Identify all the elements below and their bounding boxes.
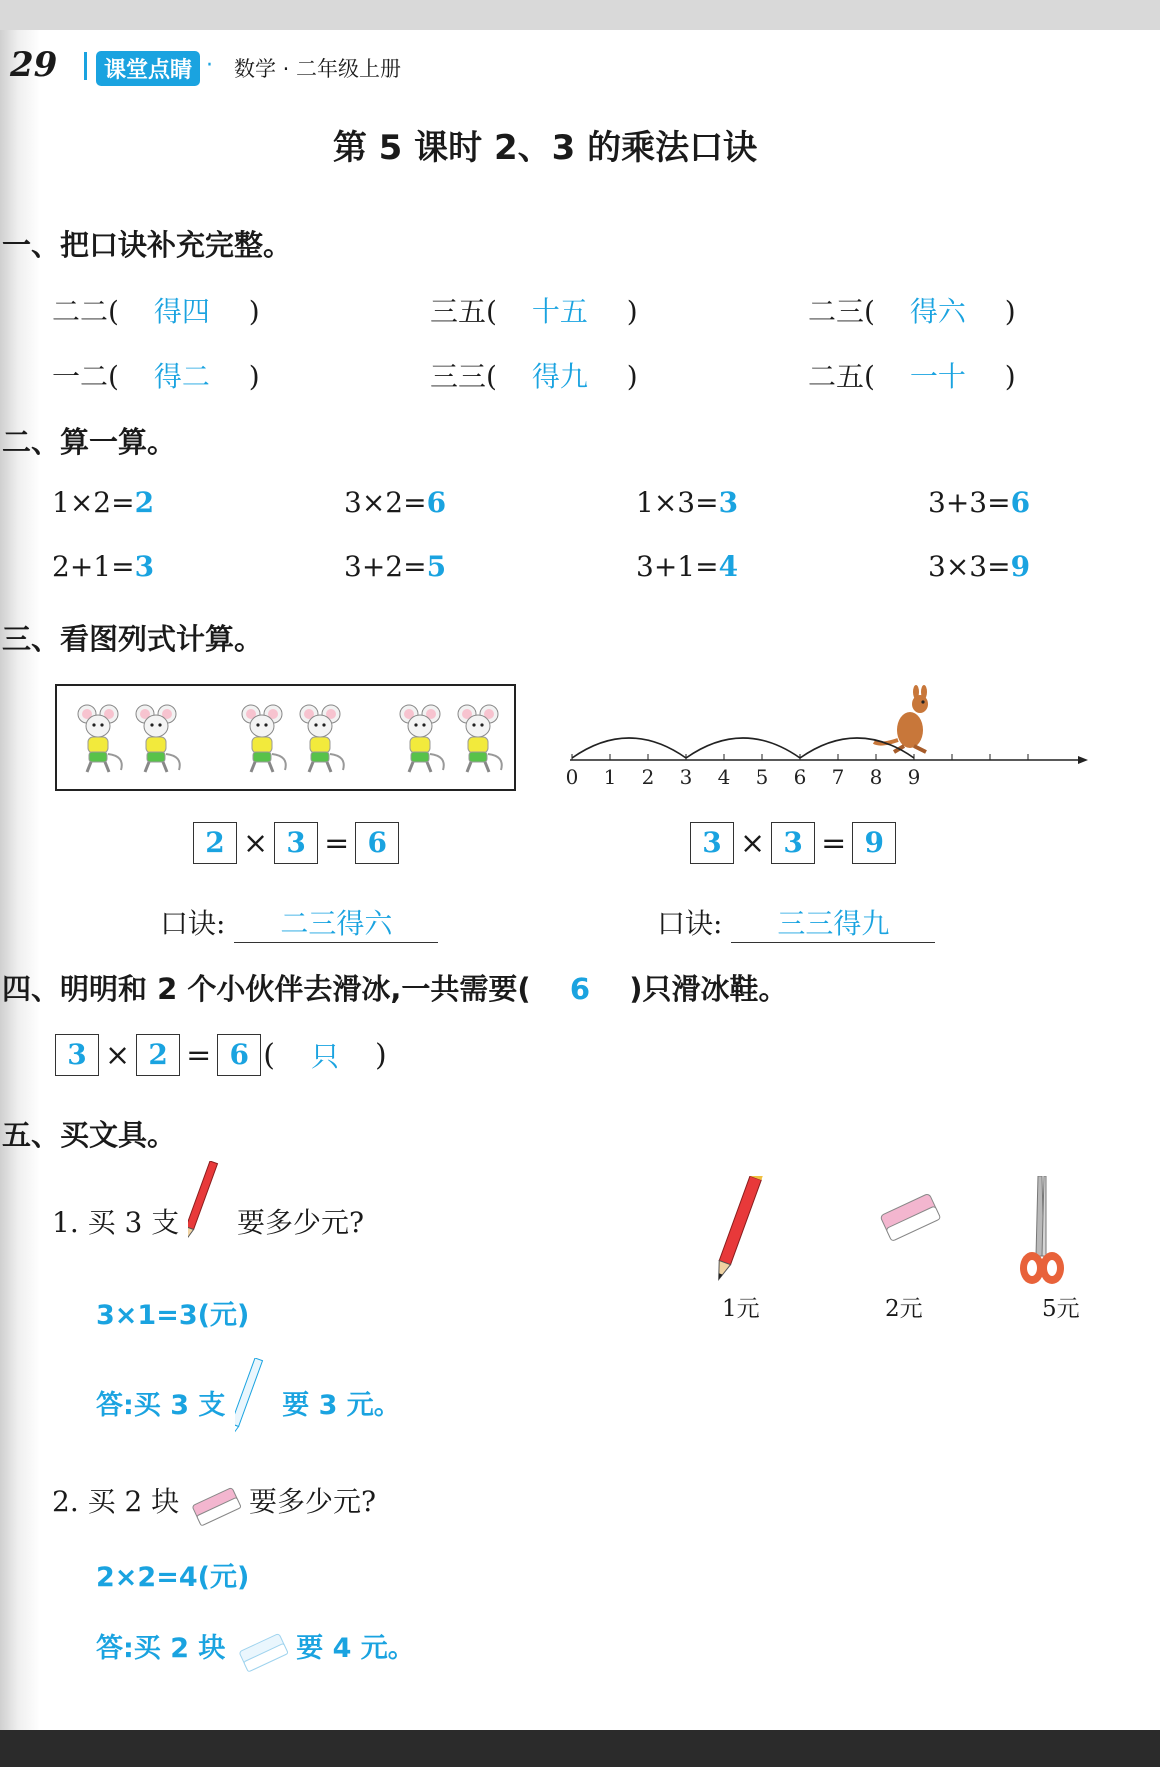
q2-prefix: 2. 买 2 块 bbox=[52, 1485, 180, 1518]
rhyme-suffix: ) bbox=[248, 295, 260, 328]
tick-label: 6 bbox=[793, 765, 807, 789]
q1-calc: 3×1=3(元) bbox=[96, 1300, 250, 1331]
rhyme-prefix: 三三( bbox=[430, 360, 497, 393]
jump-arc bbox=[572, 738, 686, 758]
rhyme-right bbox=[657, 902, 935, 943]
mice-illustration bbox=[57, 686, 514, 789]
calc-expr: 3+3= bbox=[928, 486, 1011, 519]
rhyme-answer: 得四 bbox=[153, 295, 210, 328]
answer-box: 3 bbox=[274, 822, 318, 864]
rhyme-item-5 bbox=[430, 355, 638, 395]
price-label-eraser: 2元 bbox=[885, 1296, 923, 1322]
calc-item-8 bbox=[928, 550, 1030, 583]
calc-answer: 5 bbox=[426, 550, 447, 583]
brand-divider bbox=[84, 52, 87, 80]
q2-text bbox=[52, 1480, 376, 1522]
rhyme-item-2 bbox=[430, 290, 638, 330]
q1-answer-prefix: 答:买 3 支 bbox=[96, 1390, 226, 1421]
q1-suffix: 要多少元? bbox=[237, 1206, 365, 1239]
calc-item-5 bbox=[52, 550, 154, 583]
q2-answer-suffix: 要 4 元。 bbox=[296, 1633, 415, 1664]
answer-box: 3 bbox=[771, 822, 815, 864]
calc-item-1 bbox=[52, 486, 154, 519]
rhyme-prefix: 二二( bbox=[52, 295, 119, 328]
answer-box: 3 bbox=[690, 822, 734, 864]
rhyme-answer: 得二 bbox=[153, 360, 210, 393]
calc-item-6 bbox=[344, 550, 446, 583]
number-line-svg bbox=[560, 684, 1090, 794]
operator: × bbox=[740, 825, 766, 861]
paren: ) bbox=[375, 1037, 387, 1073]
q2-calc: 2×2=4(元) bbox=[96, 1562, 250, 1593]
calc-answer: 3 bbox=[134, 550, 155, 583]
rhyme-label: 口诀: bbox=[657, 907, 723, 940]
operator: = bbox=[186, 1037, 212, 1073]
rhyme-item-6 bbox=[808, 355, 1016, 395]
rhyme-prefix: 二五( bbox=[808, 360, 875, 393]
tick-label: 3 bbox=[679, 765, 693, 789]
rhyme-label: 口诀: bbox=[160, 907, 226, 940]
rhyme-left bbox=[160, 902, 438, 943]
tick-label: 5 bbox=[755, 765, 769, 789]
bottom-edge bbox=[0, 1730, 1160, 1767]
calc-expr: 1×2= bbox=[52, 486, 135, 519]
question-text: )只滑冰鞋。 bbox=[629, 972, 788, 1006]
answer-box: 6 bbox=[355, 822, 399, 864]
question-answer: 6 bbox=[569, 972, 591, 1006]
workbook-page bbox=[0, 30, 1160, 1730]
question-text: 四、明明和 2 个小伙伴去滑冰,一共需要( bbox=[2, 972, 531, 1006]
price-panel bbox=[700, 1176, 1110, 1326]
q2-answer bbox=[96, 1626, 415, 1668]
equation-left bbox=[193, 822, 399, 864]
rhyme-answer: 得九 bbox=[531, 360, 588, 393]
tick-label: 8 bbox=[869, 765, 883, 789]
mice-picture-frame bbox=[55, 684, 516, 791]
q1-text bbox=[52, 1201, 364, 1245]
unit-answer: 只 bbox=[311, 1040, 340, 1073]
rhyme-suffix: ) bbox=[626, 360, 638, 393]
rhyme-answer: 十五 bbox=[531, 295, 588, 328]
calc-answer: 6 bbox=[426, 486, 447, 519]
section5-title: 五、买文具。 bbox=[2, 1118, 177, 1152]
rhyme-answer: 一十 bbox=[909, 360, 966, 393]
tick-label: 1 bbox=[603, 765, 617, 789]
calc-expr: 1×3= bbox=[636, 486, 719, 519]
pencil-icon bbox=[188, 1205, 228, 1245]
eraser-icon bbox=[880, 1193, 941, 1241]
paren: ( bbox=[263, 1037, 275, 1073]
q1-answer bbox=[96, 1383, 401, 1422]
calc-item-4 bbox=[928, 486, 1030, 519]
calc-expr: 3×2= bbox=[344, 486, 427, 519]
rhyme-answer: 二三得六 bbox=[234, 902, 438, 943]
eraser-icon bbox=[188, 1486, 240, 1522]
answer-box: 6 bbox=[217, 1034, 261, 1076]
operator: = bbox=[324, 825, 350, 861]
rhyme-prefix: 二三( bbox=[808, 295, 875, 328]
section1-title: 一、把口诀补充完整。 bbox=[2, 228, 293, 262]
answer-box: 2 bbox=[136, 1034, 180, 1076]
operator: × bbox=[105, 1037, 131, 1073]
book-subtitle: 数学 · 二年级上册 bbox=[234, 57, 402, 81]
rhyme-item-3 bbox=[808, 290, 1016, 330]
equation-section4 bbox=[55, 1034, 393, 1076]
calc-item-7 bbox=[636, 550, 738, 583]
equation-right bbox=[690, 822, 896, 864]
section4-question bbox=[2, 967, 788, 1008]
brand-separator: · bbox=[206, 53, 213, 78]
calc-answer: 9 bbox=[1010, 550, 1031, 583]
calc-answer: 6 bbox=[1010, 486, 1031, 519]
tick-label: 9 bbox=[907, 765, 921, 789]
q1-prefix: 1. 买 3 支 bbox=[52, 1206, 180, 1239]
calc-expr: 3+2= bbox=[344, 550, 427, 583]
brand-tag: 课堂点睛 bbox=[96, 51, 200, 86]
section3-title: 三、看图列式计算。 bbox=[2, 622, 264, 656]
page-number: 29 bbox=[10, 45, 58, 85]
tick-label: 2 bbox=[641, 765, 655, 789]
rhyme-answer: 得六 bbox=[909, 295, 966, 328]
eraser-outline-icon bbox=[235, 1632, 287, 1668]
tick-label: 4 bbox=[717, 765, 731, 789]
number-line bbox=[560, 684, 1090, 798]
calc-answer: 3 bbox=[718, 486, 739, 519]
pencil-icon bbox=[713, 1176, 763, 1282]
calc-expr: 3×3= bbox=[928, 550, 1011, 583]
pencil-outline-icon bbox=[235, 1392, 273, 1422]
tick-label: 0 bbox=[565, 765, 579, 789]
q1-answer-suffix: 要 3 元。 bbox=[282, 1390, 401, 1421]
calc-expr: 3+1= bbox=[636, 550, 719, 583]
section2-title: 二、算一算。 bbox=[2, 425, 177, 459]
mouse-icon bbox=[78, 705, 122, 772]
rhyme-item-4 bbox=[52, 355, 260, 395]
operator: × bbox=[243, 825, 269, 861]
operator: = bbox=[821, 825, 847, 861]
tick-marks bbox=[572, 754, 1028, 760]
q2-suffix: 要多少元? bbox=[249, 1485, 377, 1518]
q2-answer-prefix: 答:买 2 块 bbox=[96, 1633, 226, 1664]
calc-answer: 2 bbox=[134, 486, 155, 519]
rhyme-item-1 bbox=[52, 290, 260, 330]
rhyme-prefix: 一二( bbox=[52, 360, 119, 393]
scissors-icon bbox=[1020, 1176, 1064, 1284]
rhyme-prefix: 三五( bbox=[430, 295, 497, 328]
rhyme-suffix: ) bbox=[626, 295, 638, 328]
tick-label: 7 bbox=[831, 765, 845, 789]
calc-item-2 bbox=[344, 486, 446, 519]
rhyme-suffix: ) bbox=[1004, 295, 1016, 328]
price-label-pencil: 1元 bbox=[722, 1296, 760, 1322]
jump-arc bbox=[686, 738, 800, 758]
lesson-title: 第 5 课时 2、3 的乘法口诀 bbox=[332, 128, 758, 168]
answer-box: 2 bbox=[193, 822, 237, 864]
rhyme-answer: 三三得九 bbox=[731, 902, 935, 943]
rhyme-suffix: ) bbox=[1004, 360, 1016, 393]
calc-expr: 2+1= bbox=[52, 550, 135, 583]
answer-box: 3 bbox=[55, 1034, 99, 1076]
rhyme-suffix: ) bbox=[248, 360, 260, 393]
calc-item-3 bbox=[636, 486, 738, 519]
calc-answer: 4 bbox=[718, 550, 739, 583]
price-label-scissors: 5元 bbox=[1042, 1296, 1080, 1322]
answer-box: 9 bbox=[852, 822, 896, 864]
